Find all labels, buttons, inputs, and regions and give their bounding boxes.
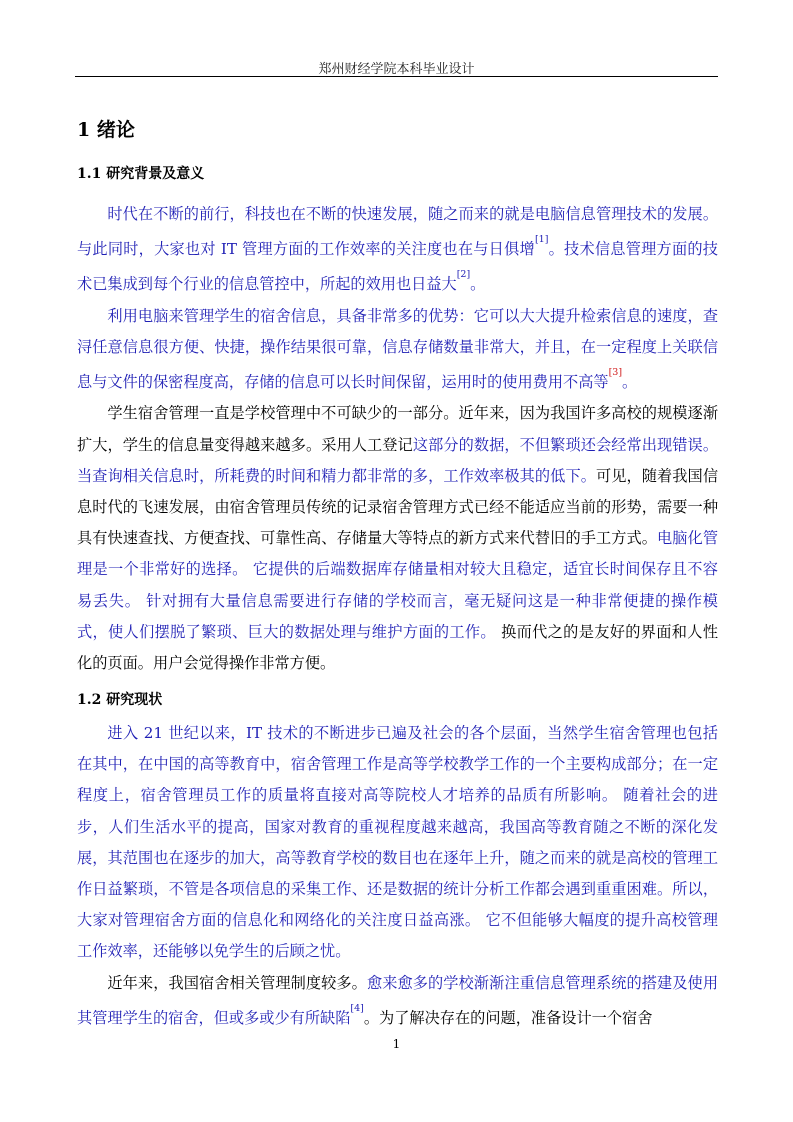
paragraph bbox=[77, 199, 718, 301]
paragraph-text: 愈来愈多的学校渐渐注重信息管理系统的搭建及使用其管理学生的宿舍，但或多或少有所缺陷 bbox=[77, 973, 719, 1027]
running-header: 郑州财经学院本科毕业设计 bbox=[318, 62, 475, 77]
paragraph-text: 。为了解决存在的问题，准备设计一个宿舍 bbox=[363, 1008, 653, 1027]
paragraph-text: 这部分的数据，不但繁琐还会经常出现错误。当查询相关信息时，所耗费的时间和精力都非常的多，工作效率极其的低下。 bbox=[77, 435, 719, 485]
paragraph-text: 学生宿舍管理一直是学校管理中不可缺少的一部分。近年来，因为我国许多高校的规模逐渐扩大，学生的信息量变得越来越多。采用人工登记 bbox=[77, 404, 718, 454]
paragraph-text: 利用电脑来管理学生的宿舍信息，具备非常多的优势：它可以大大提升检索信息的速度，查浔任意信息很方便、快捷，操作结果很可靠，信息存储数量非常大，并且，在一定程度上关联信息与文件的保密程度高，存储的信息可以长时间保留，运用时的使用费用不高等 bbox=[77, 306, 718, 392]
citation[interactable]: [4] bbox=[350, 1002, 364, 1014]
section-1-1-body bbox=[77, 199, 718, 679]
section-1-2-body bbox=[77, 718, 718, 1034]
citation[interactable]: [1] bbox=[534, 234, 549, 246]
page-number: 1 bbox=[392, 1037, 401, 1051]
paragraph-text: 。 bbox=[622, 373, 638, 392]
paragraph-text: 可见，随着我国信息时代的飞速发展，由宿舍管理员传统的记录宿舍管理方式已经不能适应当前的形势，需要一种具有快速查找、方便查找、可靠性高、存储量大等特点的新方式来代替旧的手工方式。 bbox=[77, 466, 719, 548]
section-title-1-1: 1.1 研究背景及意义 bbox=[77, 166, 205, 182]
paragraph-text: 电脑化管理是一个非常好的选择。 它提供的后端数据库存储量相对较大且稳定，适宜长时间保存且不容易丢失。 针对拥有大量信息需要进行存储的学校而言，毫无疑问这是一种非常便捷的操作模式，使人们摆脱了繁琐、巨大的数据处理与维护方面的工作。 bbox=[77, 529, 719, 641]
header-rule bbox=[75, 76, 718, 77]
paragraph-text: 。 bbox=[470, 275, 486, 294]
paragraph-text: 近年来，我国宿舍相关管理制度较多。 bbox=[107, 973, 367, 992]
paragraph-text: 换而代之的是友好的界面和人性化的页面。用户会觉得操作非常方便。 bbox=[77, 622, 719, 673]
paragraph bbox=[77, 301, 718, 399]
paragraph bbox=[77, 718, 718, 968]
citation[interactable]: [3] bbox=[608, 367, 623, 379]
paragraph-text: 时代在不断的前行，科技也在不断的快速发展，随之而来的就是电脑信息管理技术的发展。与此同时，大家也对 IT 管理方面的工作效率的关注度也在与日俱增 bbox=[77, 205, 718, 259]
paragraph-text: 。技术信息管理方面的技术已集成到每个行业的信息管控中，所起的效用也日益大 bbox=[77, 240, 718, 294]
paragraph bbox=[77, 968, 718, 1034]
chapter-title: 1 绪论 bbox=[77, 119, 135, 141]
paragraph-text: 进入 21 世纪以来，IT 技术的不断进步已遍及社会的各个层面，当然学生宿舍管理也包括在其中，在中国的高等教育中，宿舍管理工作是高等学校教学工作的一个主要构成部分；在一定程度上，宿舍管理员工作的质量将直接对高等院校人才培养的品质有所影响。 随着社会的进步，人们生活水平的提高，国家对教育的重视程度越来越高，我国高等教育随之不断的深化发展，其范围也在逐步的加大，高等教育学校的数目也在逐年上升，随之而来的就是高校的管理工作日益繁琐，不管是各项信息的采集工作、还是数据的统计分析工作都会遇到重重困难。所以，大家对管理宿舍方面的信息化和网络化的关注度日益高涨。 它不但能够大幅度的提升高校管理工作效率，还能够以免学生的后顾之忧。 bbox=[77, 724, 718, 961]
paragraph bbox=[77, 398, 718, 679]
citation[interactable]: [2] bbox=[456, 269, 471, 281]
section-title-1-2: 1.2 研究现状 bbox=[77, 692, 163, 708]
